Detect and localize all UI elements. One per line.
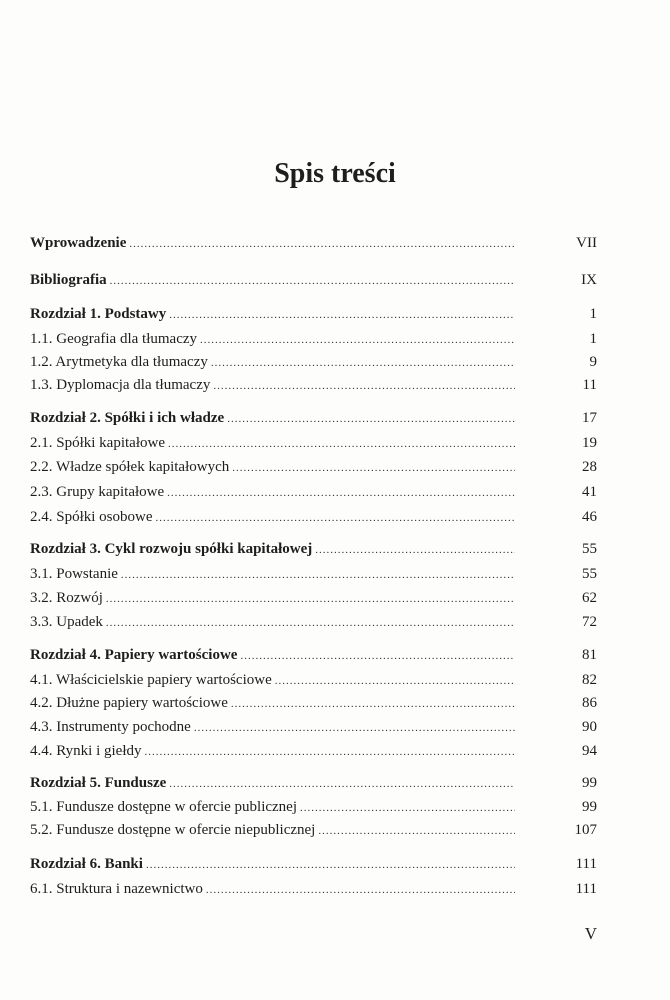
- toc-section-entry: [30, 432, 597, 454]
- entry-page: 11: [582, 377, 597, 393]
- dot-leader: [315, 539, 515, 561]
- entry-page: 82: [582, 672, 597, 688]
- toc-section-entry: [30, 374, 597, 396]
- entry-title: 2.4. Spółki osobowe: [30, 509, 153, 525]
- entry-title: 3.1. Powstanie: [30, 566, 118, 582]
- entry-page: 111: [575, 881, 597, 897]
- entry-page: 99: [582, 775, 597, 791]
- entry-page: 1: [589, 331, 597, 347]
- toc-chapter-entry: [30, 269, 597, 291]
- entry-page: 19: [582, 435, 597, 451]
- dot-leader: [213, 375, 515, 397]
- dot-leader: [232, 457, 515, 479]
- dot-leader: [231, 693, 515, 715]
- entry-title: 4.1. Właścicielskie papiery wartościowe: [30, 672, 272, 688]
- entry-page: 72: [582, 614, 597, 630]
- dot-leader: [106, 612, 515, 634]
- dot-leader: [146, 854, 515, 876]
- entry-title: 5.2. Fundusze dostępne w ofercie niepublicznej: [30, 822, 316, 838]
- entry-page: 81: [582, 647, 597, 663]
- dot-leader: [200, 329, 515, 351]
- toc-section-entry: [30, 740, 597, 762]
- toc-chapter-entry: [30, 538, 597, 560]
- entry-title: Rozdział 1. Podstawy: [30, 306, 167, 322]
- toc-chapter-entry: [30, 232, 597, 254]
- entry-page: 111: [575, 856, 597, 872]
- entry-title: 3.3. Upadek: [30, 614, 103, 630]
- entry-title: Wprowadzenie: [30, 235, 127, 251]
- entry-page: 90: [582, 719, 597, 735]
- entry-title: 2.1. Spółki kapitałowe: [30, 435, 165, 451]
- dot-leader: [110, 270, 515, 292]
- toc-chapter-entry: [30, 772, 597, 794]
- entry-page: VII: [576, 235, 597, 251]
- entry-title: 6.1. Struktura i nazewnictwo: [30, 881, 203, 897]
- dot-leader: [129, 233, 515, 255]
- dot-leader: [211, 352, 515, 374]
- entry-page: 62: [582, 590, 597, 606]
- entry-title: 5.1. Fundusze dostępne w ofercie publicznej: [30, 799, 298, 815]
- dot-leader: [169, 773, 515, 795]
- entry-title: 1.3. Dyplomacja dla tłumaczy: [30, 377, 211, 393]
- toc-section-entry: [30, 328, 597, 350]
- toc-section-entry: [30, 716, 597, 738]
- dot-leader: [206, 879, 515, 901]
- entry-page: 46: [582, 509, 597, 525]
- page-title: Spis treści: [274, 158, 396, 189]
- toc-chapter-entry: [30, 303, 597, 325]
- entry-title: 1.1. Geografia dla tłumaczy: [30, 331, 198, 347]
- entry-title: Rozdział 4. Papiery wartościowe: [30, 647, 238, 663]
- toc-section-entry: [30, 692, 597, 714]
- entry-title: 2.3. Grupy kapitałowe: [30, 484, 165, 500]
- toc-section-entry: [30, 587, 597, 609]
- entry-title: Rozdział 2. Spółki i ich władze: [30, 410, 225, 426]
- dot-leader: [169, 304, 515, 326]
- entry-page: IX: [581, 272, 597, 288]
- entry-title: 2.2. Władze spółek kapitałowych: [30, 459, 230, 475]
- entry-page: 55: [582, 541, 597, 557]
- toc-section-entry: [30, 796, 597, 818]
- dot-leader: [168, 433, 515, 455]
- entry-page: 107: [574, 822, 597, 838]
- entry-title: Rozdział 5. Fundusze: [30, 775, 167, 791]
- toc-chapter-entry: [30, 644, 597, 666]
- entry-title: 4.3. Instrumenty pochodne: [30, 719, 191, 735]
- entry-title: Bibliografia: [30, 272, 107, 288]
- entry-title: 3.2. Rozwój: [30, 590, 103, 606]
- toc-section-entry: [30, 563, 597, 585]
- entry-page: 28: [582, 459, 597, 475]
- dot-leader: [156, 507, 515, 529]
- entry-title: 4.2. Dłużne papiery wartościowe: [30, 695, 228, 711]
- toc-section-entry: [30, 456, 597, 478]
- toc-section-entry: [30, 611, 597, 633]
- entry-page: 17: [582, 410, 597, 426]
- dot-leader: [167, 482, 515, 504]
- entry-title: Rozdział 3. Cykl rozwoju spółki kapitałowej: [30, 541, 313, 557]
- entry-page: 9: [589, 354, 597, 370]
- dot-leader: [121, 564, 515, 586]
- dot-leader: [194, 717, 515, 739]
- dot-leader: [275, 670, 515, 692]
- toc-section-entry: [30, 481, 597, 503]
- toc-section-entry: [30, 878, 597, 900]
- dot-leader: [318, 820, 515, 842]
- entry-title: 1.2. Arytmetyka dla tłumaczy: [30, 354, 208, 370]
- entry-page: 41: [582, 484, 597, 500]
- toc-chapter-entry: [30, 407, 597, 429]
- toc-section-entry: [30, 819, 597, 841]
- dot-leader: [240, 645, 515, 667]
- dot-leader: [144, 741, 515, 763]
- entry-title: 4.4. Rynki i giełdy: [30, 743, 142, 759]
- entry-title: Rozdział 6. Banki: [30, 856, 143, 872]
- entry-page: 1: [589, 306, 597, 322]
- dot-leader: [106, 588, 515, 610]
- entry-page: 55: [582, 566, 597, 582]
- toc-section-entry: [30, 669, 597, 691]
- entry-page: 86: [582, 695, 597, 711]
- entry-page: 99: [582, 799, 597, 815]
- dot-leader: [300, 797, 515, 819]
- page-number: V: [584, 924, 597, 943]
- toc-section-entry: [30, 351, 597, 373]
- toc-section-entry: [30, 506, 597, 528]
- toc-chapter-entry: [30, 853, 597, 875]
- entry-page: 94: [582, 743, 597, 759]
- dot-leader: [227, 408, 515, 430]
